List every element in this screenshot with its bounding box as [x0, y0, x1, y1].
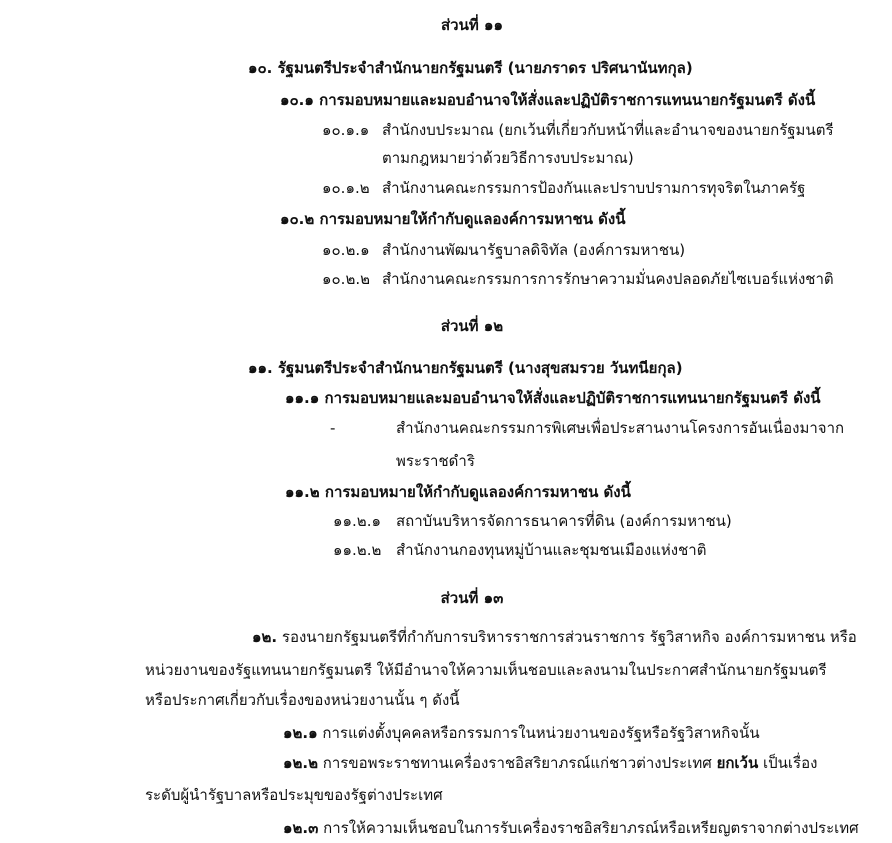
item-number: ๑๐.๒.๑: [322, 241, 370, 259]
item-text: การขอพระราชทานเครื่องราชอิสริยาภรณ์แก่ชาวต่างประเทศ: [322, 754, 712, 772]
item-number: ๑๒.๑: [283, 724, 318, 742]
subitem-11-2: [285, 482, 631, 502]
item-text: เป็นเรื่อง: [763, 754, 818, 772]
subitem-12-1: [283, 723, 760, 743]
item-number: ๑๒.: [252, 628, 278, 646]
item-text: สำนักงานกองทุนหมู่บ้านและชุมชนเมืองแห่งชาติ: [396, 541, 707, 559]
item-number: ๑๒.๒: [283, 754, 318, 772]
item-number: ๑๐.๑: [280, 91, 314, 109]
item-number: ๑๑.๒.๑: [333, 512, 381, 530]
item-10: [248, 58, 693, 78]
item-number: ๑๑.๒.๒: [333, 541, 382, 559]
subitem-12-3: [283, 818, 859, 838]
item-text: รัฐมนตรีประจำสำนักนายกรัฐมนตรี (นางสุขสมรวย วันทนียกุล): [277, 359, 683, 377]
item-number: ๑๐.๑.๑: [322, 121, 370, 139]
item-number: ๑๑.: [248, 359, 273, 377]
item-number: ๑๐.๑.๒: [322, 179, 370, 197]
item-11: [248, 358, 683, 378]
section-heading: ส่วนที่ ๑๑: [441, 16, 503, 34]
item-number: ๑๐.: [248, 59, 273, 77]
item-text: สำนักงานคณะกรรมการป้องกันและปราบปรามการทุจริตในภาครัฐ: [382, 179, 806, 197]
item-text: การมอบหมายและมอบอำนาจให้สั่งและปฏิบัติราชการแทนนายกรัฐมนตรี ดังนี้: [324, 389, 821, 407]
subitem-12-2: [283, 753, 817, 773]
item-continuation: ตามกฎหมายว่าด้วยวิธีการงบประมาณ): [382, 149, 634, 167]
item-text: การมอบหมายให้กำกับดูแลองค์การมหาชน ดังนี้: [319, 210, 626, 228]
section-heading: ส่วนที่ ๑๒: [440, 317, 504, 335]
item-text: การมอบหมายให้กำกับดูแลองค์การมหาชน ดังนี้: [324, 483, 631, 501]
item-text: สำนักงบประมาณ (ยกเว้นที่เกี่ยวกับหน้าที่และอำนาจของนายกรัฐมนตรี: [382, 121, 834, 139]
item-text: สำนักงานคณะกรรมการการรักษาความมั่นคงปลอดภัยไซเบอร์แห่งชาติ: [382, 270, 834, 288]
item-text: สถาบันบริหารจัดการธนาคารที่ดิน (องค์การมหาชน): [396, 512, 732, 530]
section-heading: ส่วนที่ ๑๓: [440, 589, 504, 607]
subitem-10-1: [280, 90, 815, 110]
item-text: สำนักงานพัฒนารัฐบาลดิจิทัล (องค์การมหาชน): [382, 241, 686, 259]
item-number: ๑๒.๓: [283, 819, 319, 837]
item-dash: -: [330, 419, 336, 437]
item-number: ๑๑.๒: [285, 483, 320, 501]
item-text: การให้ความเห็นชอบในการรับเครื่องราชอิสริยาภรณ์หรือเหรียญตราจากต่างประเทศ: [323, 819, 859, 837]
item-continuation: ระดับผู้นำรัฐบาลหรือประมุขของรัฐต่างประเทศ: [145, 786, 443, 804]
subitem-10-2: [280, 209, 626, 229]
item-text: สำนักงานคณะกรรมการพิเศษเพื่อประสานงานโครงการอันเนื่องมาจาก: [396, 419, 845, 437]
subitem-11-1: [285, 388, 821, 408]
item-continuation: พระราชดำริ: [396, 452, 475, 470]
item-text: รองนายกรัฐมนตรีที่กำกับการบริหารราชการส่วนราชการ รัฐวิสาหกิจ องค์การมหาชน หรือ: [281, 628, 857, 646]
item-text: รัฐมนตรีประจำสำนักนายกรัฐมนตรี (นายภราดร ปริศนานันทกุล): [277, 59, 693, 77]
item-number: ๑๐.๒: [280, 210, 315, 228]
item-number: ๑๑.๑: [285, 389, 320, 407]
emphasis-text: ยกเว้น: [716, 754, 759, 772]
item-text: การมอบหมายและมอบอำนาจให้สั่งและปฏิบัติราชการแทนนายกรัฐมนตรี ดังนี้: [319, 91, 816, 109]
item-number: ๑๐.๒.๒: [322, 270, 370, 288]
item-12: [252, 627, 857, 647]
item-text: การแต่งตั้งบุคคลหรือกรรมการในหน่วยงานของรัฐหรือรัฐวิสาหกิจนั้น: [322, 724, 760, 742]
item-continuation: หน่วยงานของรัฐแทนนายกรัฐมนตรี ให้มีอำนาจให้ความเห็นชอบและลงนามในประกาศสำนักนายกรัฐมนตรี: [145, 661, 827, 679]
item-continuation: หรือประกาศเกี่ยวกับเรื่องของหน่วยงานนั้น ๆ ดังนี้: [145, 691, 460, 709]
